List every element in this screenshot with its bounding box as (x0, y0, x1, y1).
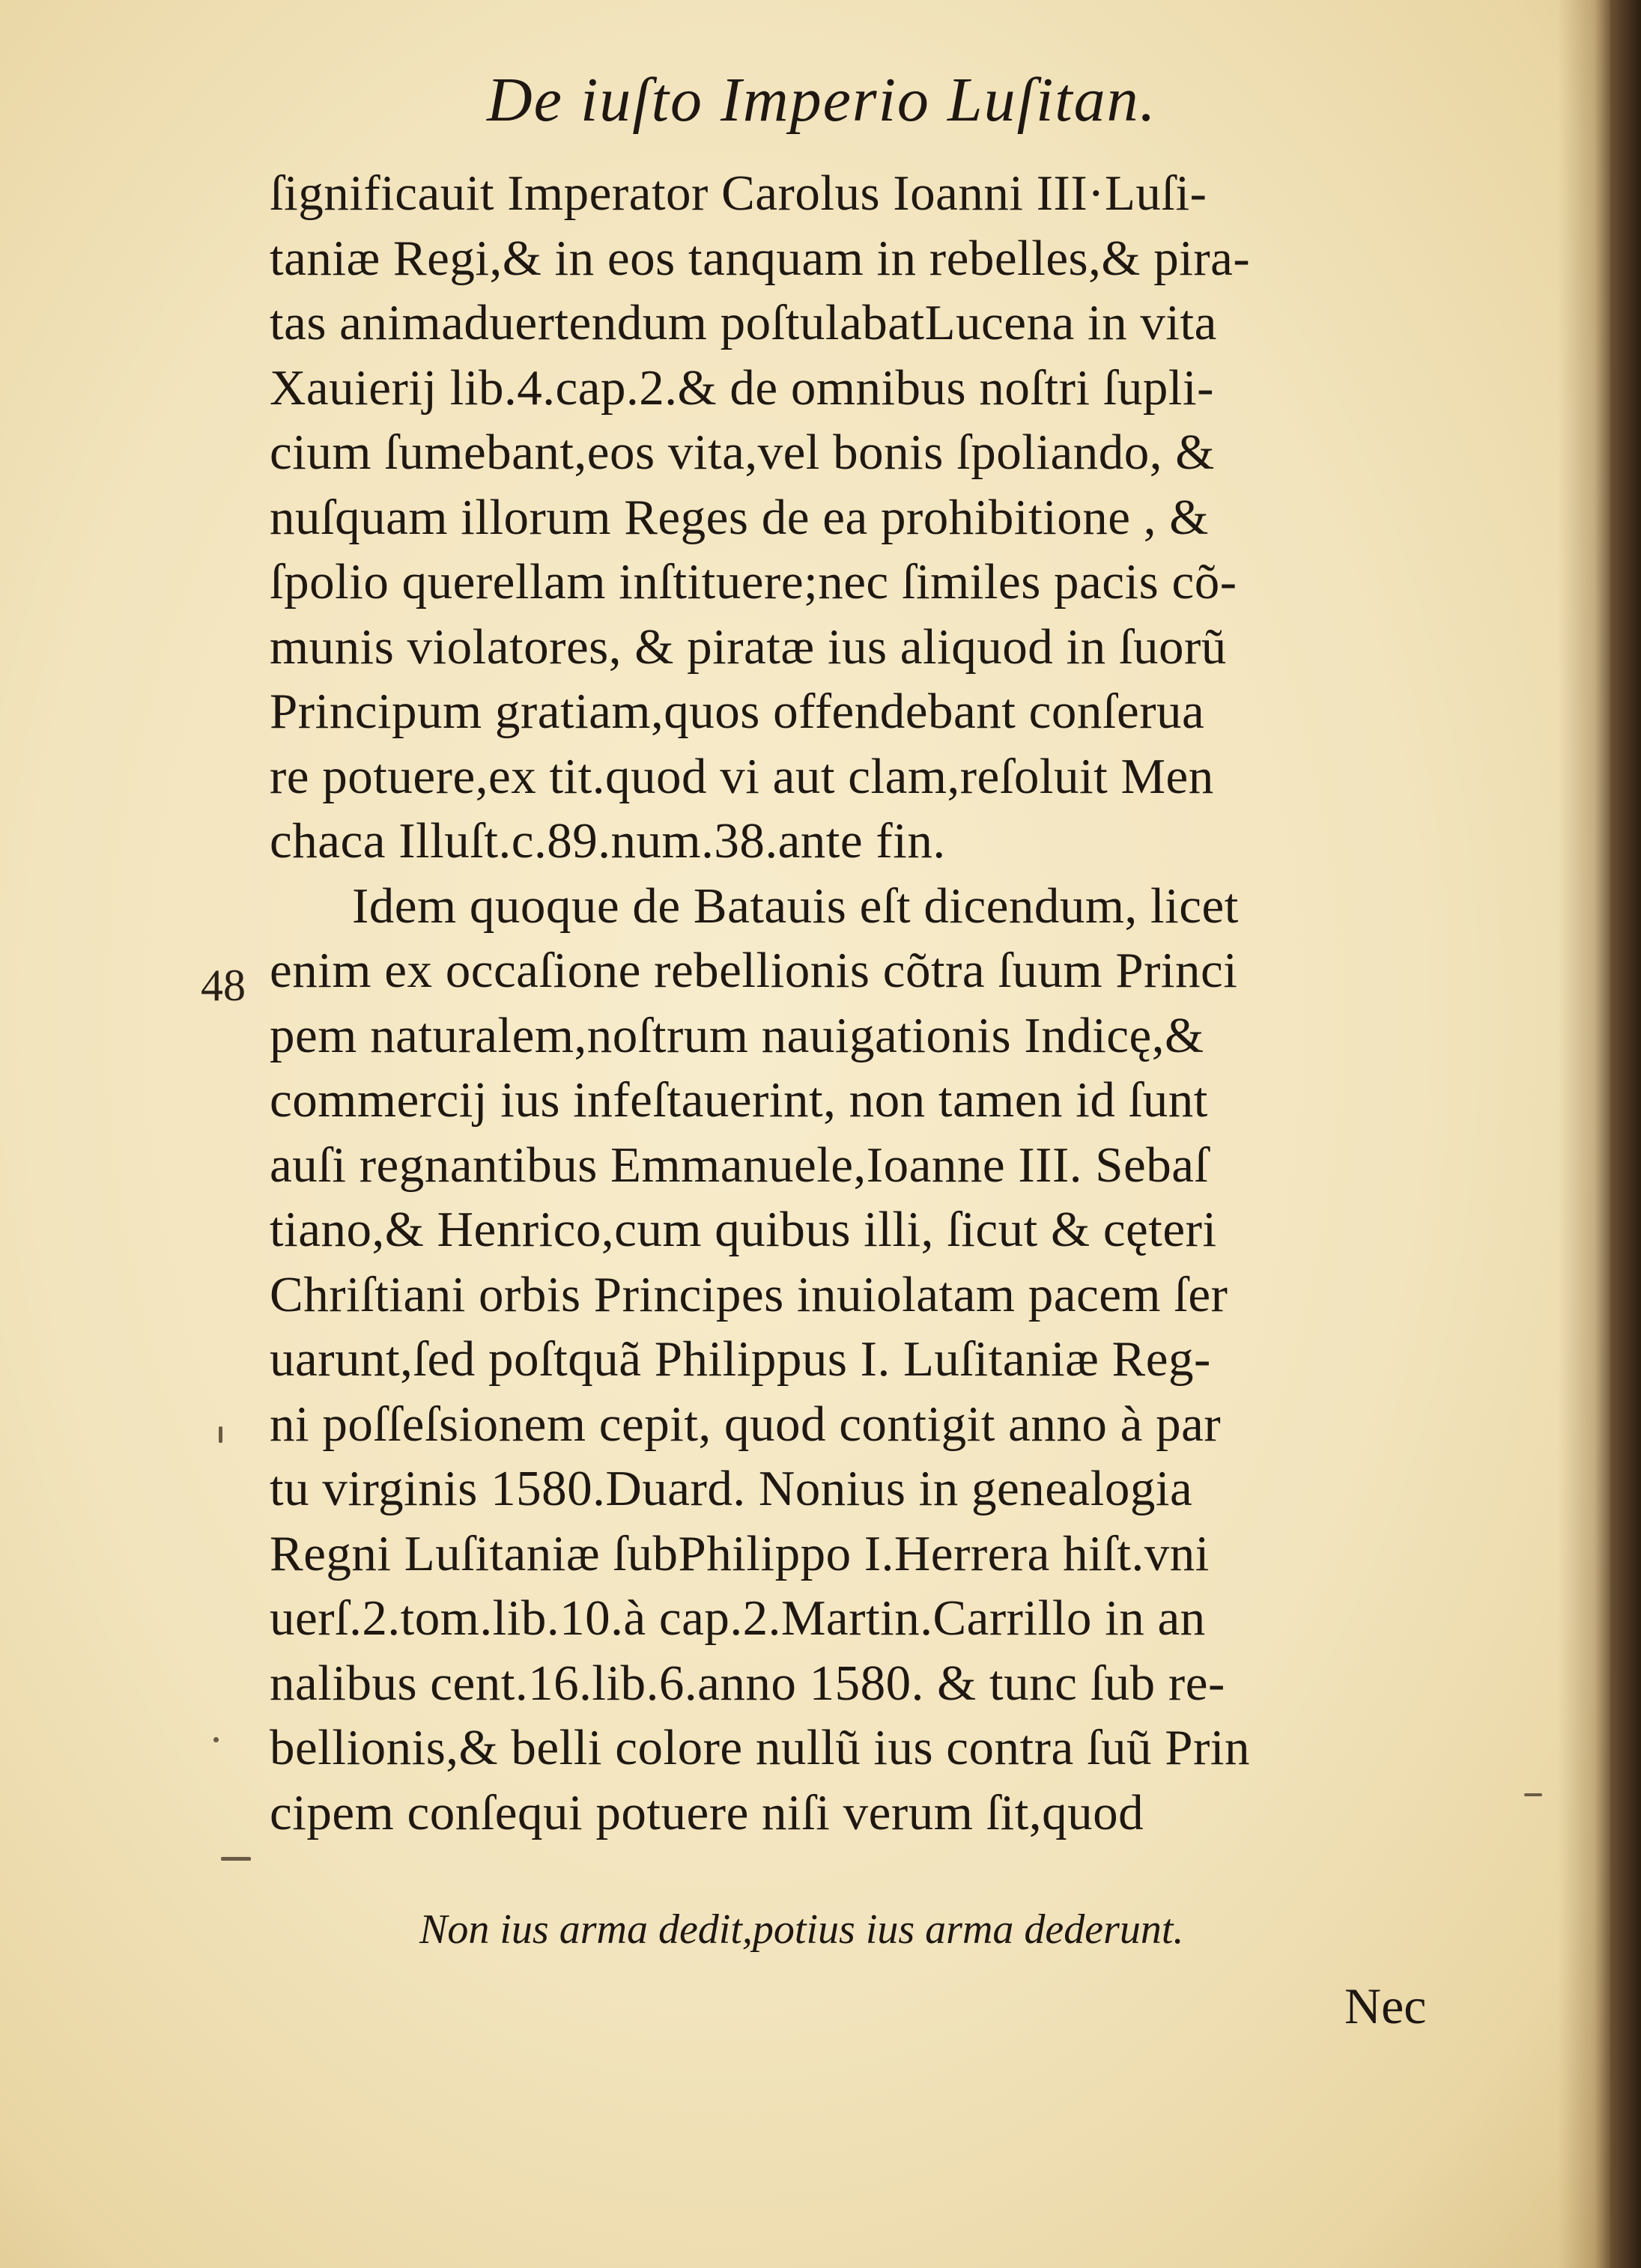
text-line: chaca Illuſt.c.89.num.38.ante fin. (270, 813, 946, 869)
text-line: auſi regnantibus Emmanuele,Ioanne III. Sebaſ (270, 1137, 1209, 1193)
text-line: Regni Luſitaniæ ſubPhilippo I.Herrera hiſt.vni (270, 1525, 1210, 1581)
text-line: tiano,& Henrico,cum quibus illi, ſicut & cęteri (270, 1202, 1217, 1257)
ink-speck (213, 1737, 219, 1742)
text-line: Idem quoque de Batauis eſt dicendum, licet (352, 878, 1239, 934)
book-binding-edge (1610, 0, 1641, 2268)
ink-speck (1524, 1793, 1542, 1796)
text-line: tas animaduertendum poſtulabatLucena in vita (270, 295, 1217, 350)
text-line: re potuere,ex tit.quod vi aut clam,reſoluit Men (270, 748, 1214, 804)
text-line: Xauierij lib.4.cap.2.& de omnibus noſtri ſupli- (270, 359, 1214, 416)
text-line: ſpolio querellam inſtituere;nec ſimiles pacis cõ- (270, 554, 1237, 609)
page-gutter-shadow (1558, 0, 1610, 2268)
text-line: uerſ.2.tom.lib.10.à cap.2.Martin.Carrillo in an (270, 1590, 1206, 1646)
catchword: Nec (1344, 1977, 1427, 2034)
text-line: pem naturalem,noſtrum nauigationis Indicę,& (270, 1007, 1204, 1063)
text-line: Chriſtiani orbis Principes inuiolatam pacem ſer (270, 1266, 1228, 1322)
text-line: ni poſſeſsionem cepit, quod contigit anno à par (270, 1396, 1222, 1452)
body-text (270, 161, 1438, 1845)
text-line: taniæ Regi,& in eos tanquam in rebelles,& pira- (270, 230, 1251, 286)
text-line: commercij ius infeſtauerint, non tamen id ſunt (270, 1072, 1208, 1128)
ink-speck (221, 1857, 251, 1861)
ink-speck (219, 1426, 222, 1443)
text-line: nalibus cent.16.lib.6.anno 1580. & tunc ſub re- (270, 1655, 1225, 1711)
text-line: enim ex occaſione rebellionis cõtra ſuum Princi (270, 943, 1238, 998)
text-line: cium ſumebant,eos vita,vel bonis ſpoliando, & (270, 425, 1215, 480)
text-line: uarunt,ſed poſtquã Philippus I. Luſitaniæ Reg- (270, 1331, 1211, 1387)
text-line: nuſquam illorum Reges de ea prohibitione , & (270, 489, 1209, 545)
text-line: munis violatores, & piratæ ius aliquod in ſuorũ (270, 618, 1227, 675)
running-header: De iuſto Imperio Luſitan. (487, 65, 1157, 135)
text-line: cipem conſequi potuere niſi verum ſit,quod (270, 1784, 1144, 1840)
text-line: Principum gratiam,quos offendebant conſerua (270, 684, 1205, 739)
margin-section-number: 48 (201, 961, 246, 1010)
text-line: ſignificauit Imperator Carolus Ioanni III·Luſi- (270, 165, 1207, 221)
text-line: bellionis,& belli colore nullũ ius contra ſuũ Prin (270, 1720, 1250, 1775)
text-line: tu virginis 1580.Duard. Nonius in genealogia (270, 1461, 1193, 1516)
quotation: Non ius arma dedit,potius ius arma dederunt. (419, 1906, 1184, 1953)
